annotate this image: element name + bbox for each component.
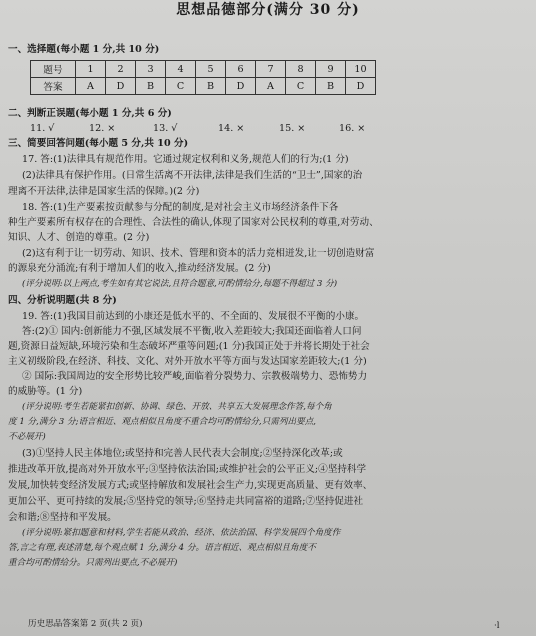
answer-line: 答:(2)① 国内:创新能力不强,区域发展不平衡,收入差距较大;我国还面临着人口问	[22, 326, 362, 337]
table-cell: D	[226, 78, 256, 95]
table-cell: 2	[106, 61, 136, 78]
judgement-item: 15. ×	[279, 123, 306, 134]
table-cell: D	[346, 78, 376, 95]
table-cell: 3	[136, 61, 166, 78]
answer-line: 理离不开法律,法律是国家生活的保障。)(2 分)	[8, 186, 200, 197]
page-title: 思想品德部分(满分 30 分)	[176, 2, 360, 18]
table-cell: 9	[316, 61, 346, 78]
answer-line: 题,资源日益短缺,环境污染和生态破坏严重等问题;(1 分)我国正处于并将长期处于社会	[8, 341, 370, 352]
answer-line: (2)这有利于让一切劳动、知识、技术、管理和资本的活力竞相迸发,让一切创造财富	[22, 248, 375, 259]
judgement-item: 11. √	[30, 123, 55, 134]
scoring-note: (评分说明:考生若能紧扣创新、协调、绿色、开放、共享五大发展理念作答,每个角	[22, 402, 332, 412]
answer-line: 主义初级阶段,在经济、科技、文化、对外开放水平等方面与发达国家差距较大;(1 分)	[8, 356, 367, 367]
section3-heading: 三、简要回答问题(每小题 5 分,共 10 分)	[8, 138, 189, 149]
table-row-numbers	[31, 61, 376, 78]
scoring-note: 不必展开)	[8, 432, 46, 442]
answer-line: 推进改革开放,提高对外开放水平;③坚持依法治国;或维护社会的公平正义;④坚持科学	[8, 464, 367, 475]
table-cell: 5	[196, 61, 226, 78]
answer-line: (2)法律具有保护作用。(日常生活离不开法律,法律是我们生活的“卫士”,国家的治	[22, 170, 363, 181]
judgement-item: 12. ×	[89, 123, 116, 134]
table-cell: 8	[286, 61, 316, 78]
scoring-note: 重合均可酌情给分。只需列出要点,不必展开)	[8, 558, 178, 568]
judgement-item: 13. √	[153, 123, 178, 134]
table-cell: A	[256, 78, 286, 95]
section2-heading: 二、判断正误题(每小题 1 分,共 6 分)	[8, 108, 172, 119]
table-cell: D	[106, 78, 136, 95]
answer-line: 的威胁等。(1 分)	[8, 386, 83, 397]
scoring-note: (评分说明:紧扣题意和材料,学生若能从政治、经济、依法治国、科学发展四个角度作	[22, 528, 341, 538]
corner-mark: ·l	[494, 621, 500, 631]
table-cell: A	[76, 78, 106, 95]
section1-heading: 一、选择题(每小题 1 分,共 10 分)	[8, 44, 160, 55]
answer-line: (3)①坚持人民主体地位;或坚持和完善人民代表大会制度;②坚持深化改革;或	[22, 448, 343, 459]
table-header-answer: 答案	[31, 78, 76, 95]
judgement-item: 16. ×	[339, 123, 366, 134]
table-cell: B	[196, 78, 226, 95]
judgement-item: 14. ×	[218, 123, 245, 134]
table-cell: 7	[256, 61, 286, 78]
scoring-note: 答,言之有理,表述清楚,每个观点赋 1 分,满分 4 分。语言相近、观点相似且角度不	[8, 543, 316, 553]
answer-line: 18. 答:(1)生产要素按贡献参与分配的制度,是对社会主义市场经济条件下各	[22, 202, 339, 213]
table-cell: C	[286, 78, 316, 95]
table-cell: 1	[76, 61, 106, 78]
table-cell: B	[136, 78, 166, 95]
table-cell: 6	[226, 61, 256, 78]
table-row-answers	[31, 78, 376, 95]
answer-line: 会和谐;⑧坚持和平发展。	[8, 512, 117, 523]
table-cell: C	[166, 78, 196, 95]
answer-line: 种生产要素所有权存在的合理性、合法性的确认,体现了国家对公民权利的尊重,对劳动、	[8, 217, 379, 228]
answer-line: 更加公平、更可持续的发展;⑤坚持党的领导;⑥坚持走共同富裕的道路;⑦坚持促进社	[8, 496, 364, 507]
table-cell: 10	[346, 61, 376, 78]
answer-line: 的源泉充分涌流;有利于增加人们的收入,推动经济发展。(2 分)	[8, 263, 271, 274]
table-header-number: 题号	[31, 61, 76, 78]
table-cell: 4	[166, 61, 196, 78]
table-cell: B	[316, 78, 346, 95]
answer-line: 知识、人才、创造的尊重。(2 分)	[8, 232, 150, 243]
answer-line: ② 国际:我国周边的安全形势比较严峻,面临着分裂势力、宗教极端势力、恐怖势力	[22, 371, 368, 382]
scoring-note: (评分说明:以上两点,考生如有其它说法,且符合题意,可酌情给分,每题不得超过 3 分)	[22, 279, 338, 289]
section4-heading: 四、分析说明题(共 8 分)	[8, 295, 117, 306]
answer-line: 17. 答:(1)法律具有规范作用。它通过规定权利和义务,规范人们的行为;(1 分)	[22, 154, 349, 165]
answer-line: 19. 答:(1)我国目前达到的小康还是低水平的、不全面的、发展很不平衡的小康。	[22, 311, 365, 322]
scoring-note: 度 1 分,满分 3 分;语言相近、观点相似且角度不重合均可酌情给分,只需列出要点,	[8, 417, 316, 427]
answer-line: 发展,加快转变经济发展方式;或坚持解放和发展社会生产力,实现更高质量、更有效率、	[8, 480, 373, 491]
page-footer: 历史思品答案第 2 页(共 2 页)	[28, 619, 143, 629]
answer-table	[30, 60, 376, 95]
